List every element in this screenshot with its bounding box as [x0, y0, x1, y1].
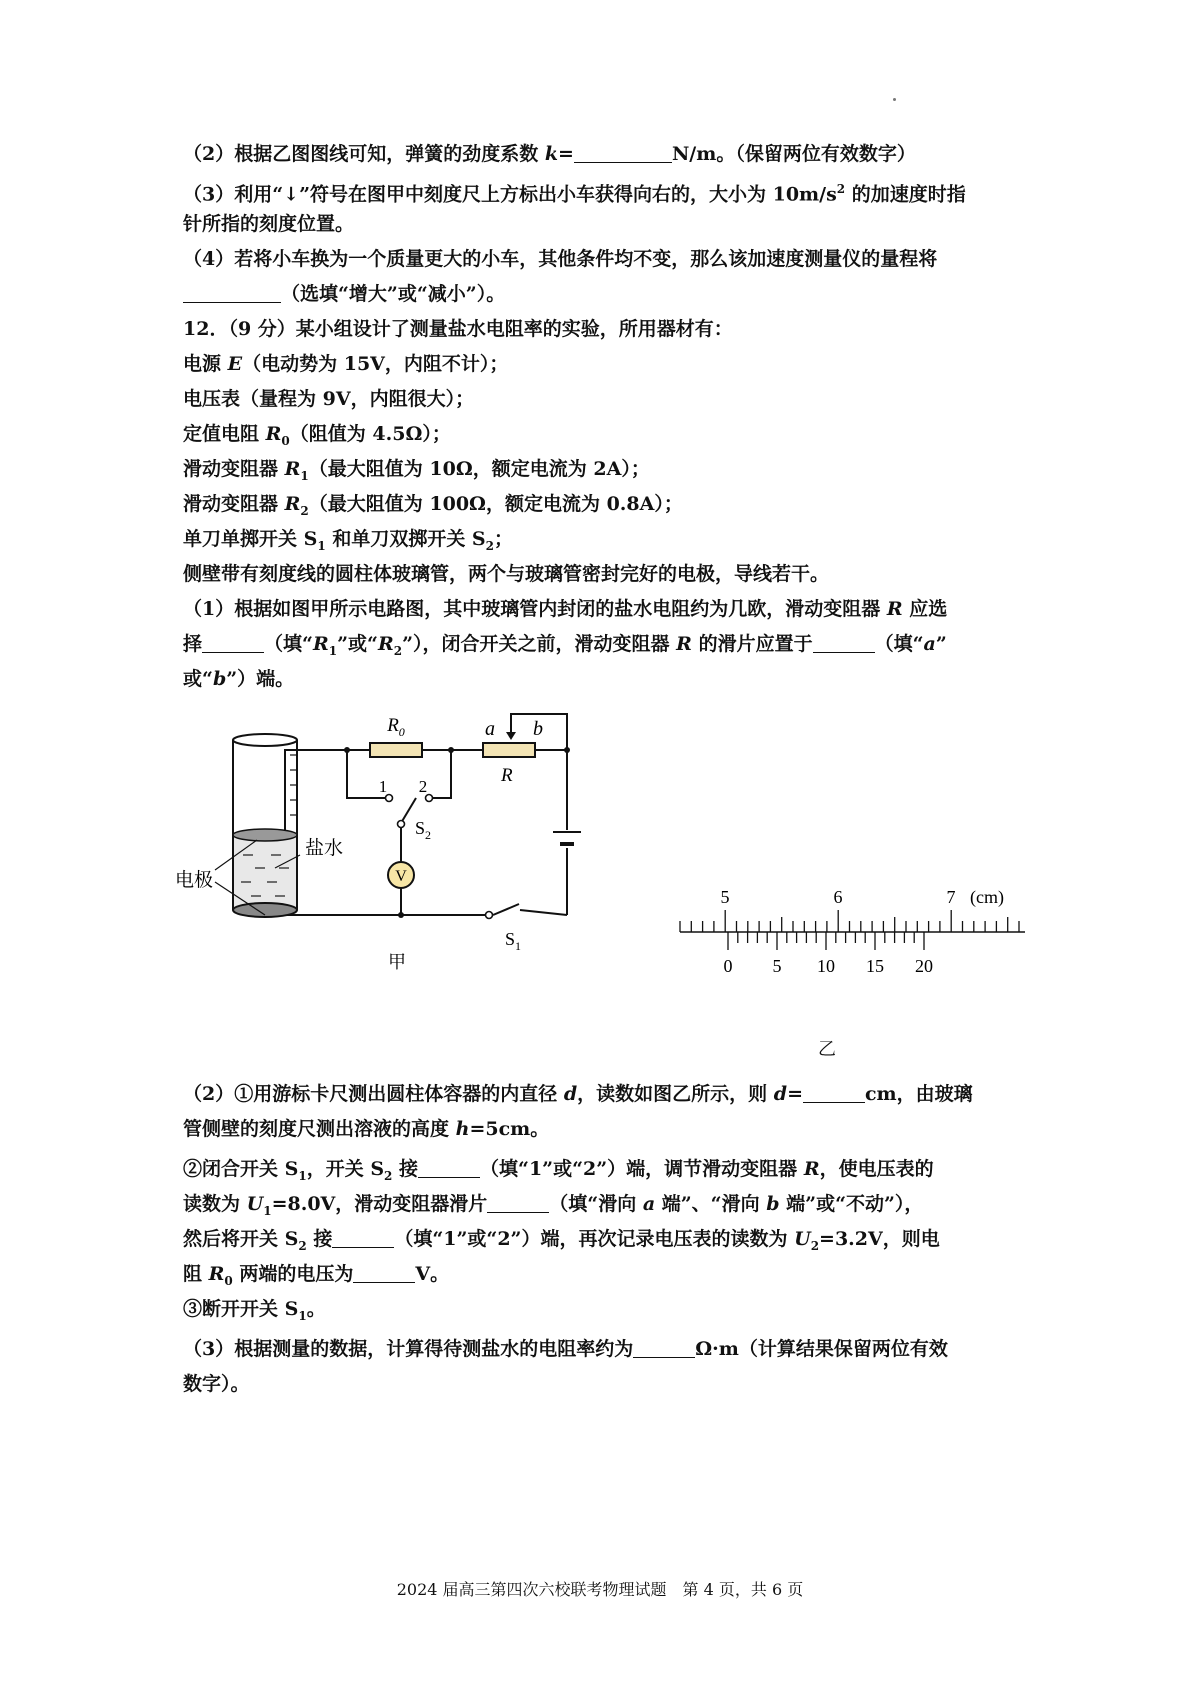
vernier-scale-label: 15	[866, 956, 884, 976]
question-12-part-1-cont: 择 （填“$R_1$”或“$R_2$”），闭合开关之前，滑动变阻器 R 的滑片应置于 （填“a”	[183, 633, 947, 658]
question-11-part-4-cont: （选填“增大”或“减小”）。	[183, 281, 1033, 307]
terminal-a-label: a	[485, 718, 495, 740]
figure-caption-jia: 甲	[388, 952, 406, 972]
answer-blank[interactable]	[202, 632, 264, 653]
vernier-scale-label: 20	[915, 956, 933, 976]
equipment-item: 电压表（量程为 9V，内阻很大）；	[183, 388, 475, 410]
equipment-item: 单刀单掷开关 $S_1$ 和单刀双掷开关 $S_2$；	[183, 528, 514, 553]
s2-label: $S_2$	[415, 818, 432, 842]
question-12-part-2-cont: 管侧壁的刻度尺测出溶液的高度 h=5cm。	[183, 1118, 550, 1140]
question-12-step-3: ③断开开关 $S_1$。	[183, 1298, 326, 1323]
question-12-part-1: （1）根据如图甲所示电路图，其中玻璃管内封闭的盐水电阻约为几欧，滑动变阻器 R 应选	[183, 598, 948, 620]
figure-caption-yi: 乙	[818, 1039, 836, 1060]
answer-blank[interactable]	[487, 1192, 549, 1213]
question-12-part-2: （2）①用游标卡尺测出圆柱体容器的内直径 d，读数如图乙所示，则 d= cm，由玻璃	[183, 1083, 973, 1105]
question-12-part-1-cont: 或“b”）端。	[183, 668, 295, 690]
main-scale-label: 6	[833, 887, 843, 907]
answer-blank[interactable]	[353, 1262, 415, 1283]
equipment-item: 电源 E（电动势为 15V，内阻不计）；	[183, 353, 509, 375]
question-11-part-3-cont: 针所指的刻度位置。	[183, 213, 355, 235]
question-12-step-2-cont: 读数为 $U_1=8.0V$，滑动变阻器滑片 （填“滑向 a 端”、“滑向 b 端”或“不动”），	[183, 1193, 924, 1218]
answer-blank[interactable]	[803, 1082, 865, 1103]
equipment-item: 定值电阻 $R_0$（阻值为 4.5Ω）；	[183, 423, 451, 448]
main-scale-label: 5	[720, 887, 730, 907]
question-12-part-3: （3）根据测量的数据，计算得待测盐水的电阻率约为 Ω·m（计算结果保留两位有效	[183, 1338, 948, 1360]
answer-blank[interactable]	[574, 142, 672, 163]
terminal-b-label: b	[533, 718, 543, 740]
question-11-part-2: （2）根据乙图图线可知，弹簧的劲度系数 k= N/m。（保留两位有效数字）	[183, 143, 916, 165]
circuit-diagram	[175, 710, 645, 980]
voltmeter-label: V	[395, 868, 407, 885]
answer-blank[interactable]	[418, 1157, 480, 1178]
r0-label: $R_0$	[387, 715, 405, 739]
switch-terminal-2-label: 2	[418, 777, 428, 796]
vernier-scale-label: 10	[817, 956, 835, 976]
switch-s1-contact	[486, 912, 493, 919]
question-12-part-3-cont: 数字）。	[183, 1373, 250, 1395]
answer-blank[interactable]	[332, 1227, 394, 1248]
vernier-scale-label: 0	[723, 956, 733, 976]
question-12-step-2: ②闭合开关 $S_1$，开关 $S_2$ 接 （填“1”或“2”）端，调节滑动变阻器 R，使电压表的	[183, 1158, 934, 1183]
electrode-label: 电极	[175, 870, 214, 891]
answer-blank[interactable]	[813, 632, 875, 653]
question-11-part-4: （4）若将小车换为一个质量更大的小车，其他条件均不变，那么该加速度测量仪的量程将	[183, 248, 938, 270]
rheostat-label: R	[501, 765, 513, 786]
equipment-item: 滑动变阻器 $R_2$（最大阻值为 100Ω，额定电流为 0.8A）；	[183, 493, 683, 518]
speck	[893, 98, 896, 101]
question-12-step-2-cont: 然后将开关 $S_2$ 接 （填“1”或“2”）端，再次记录电压表的读数为 $U_2=3.2V$，则电	[183, 1228, 940, 1253]
resistor-r0	[370, 743, 422, 757]
main-scale-label: 7	[946, 887, 956, 907]
unit-label: (cm)	[970, 887, 1004, 907]
question-12-step-2-cont: 阻 $R_0$ 两端的电压为 V。	[183, 1263, 450, 1288]
s1-label: $S_1$	[505, 929, 522, 953]
answer-blank[interactable]	[183, 282, 281, 303]
brine-label: 盐水	[305, 838, 344, 859]
vernier-scale-label: 5	[772, 956, 782, 976]
question-12-title: 12．（9 分）某小组设计了测量盐水电阻率的实验，所用器材有：	[183, 318, 733, 340]
rheostat-r	[483, 743, 535, 757]
answer-blank[interactable]	[633, 1337, 695, 1358]
equipment-item: 侧壁带有刻度线的圆柱体玻璃管，两个与玻璃管密封完好的电极，导线若干。	[183, 563, 830, 585]
question-11-part-3: （3）利用“↓”符号在图甲中刻度尺上方标出小车获得向右的，大小为 $10m/s^2$ 的加速度时指	[183, 182, 966, 206]
switch-terminal-1-label: 1	[378, 777, 388, 796]
vernier-caliper	[670, 880, 1050, 980]
page-footer: 2024 届高三第四次六校联考物理试题 第 4 页，共 6 页	[396, 1580, 804, 1599]
equipment-item: 滑动变阻器 $R_1$（最大阻值为 10Ω，额定电流为 2A）；	[183, 458, 650, 483]
